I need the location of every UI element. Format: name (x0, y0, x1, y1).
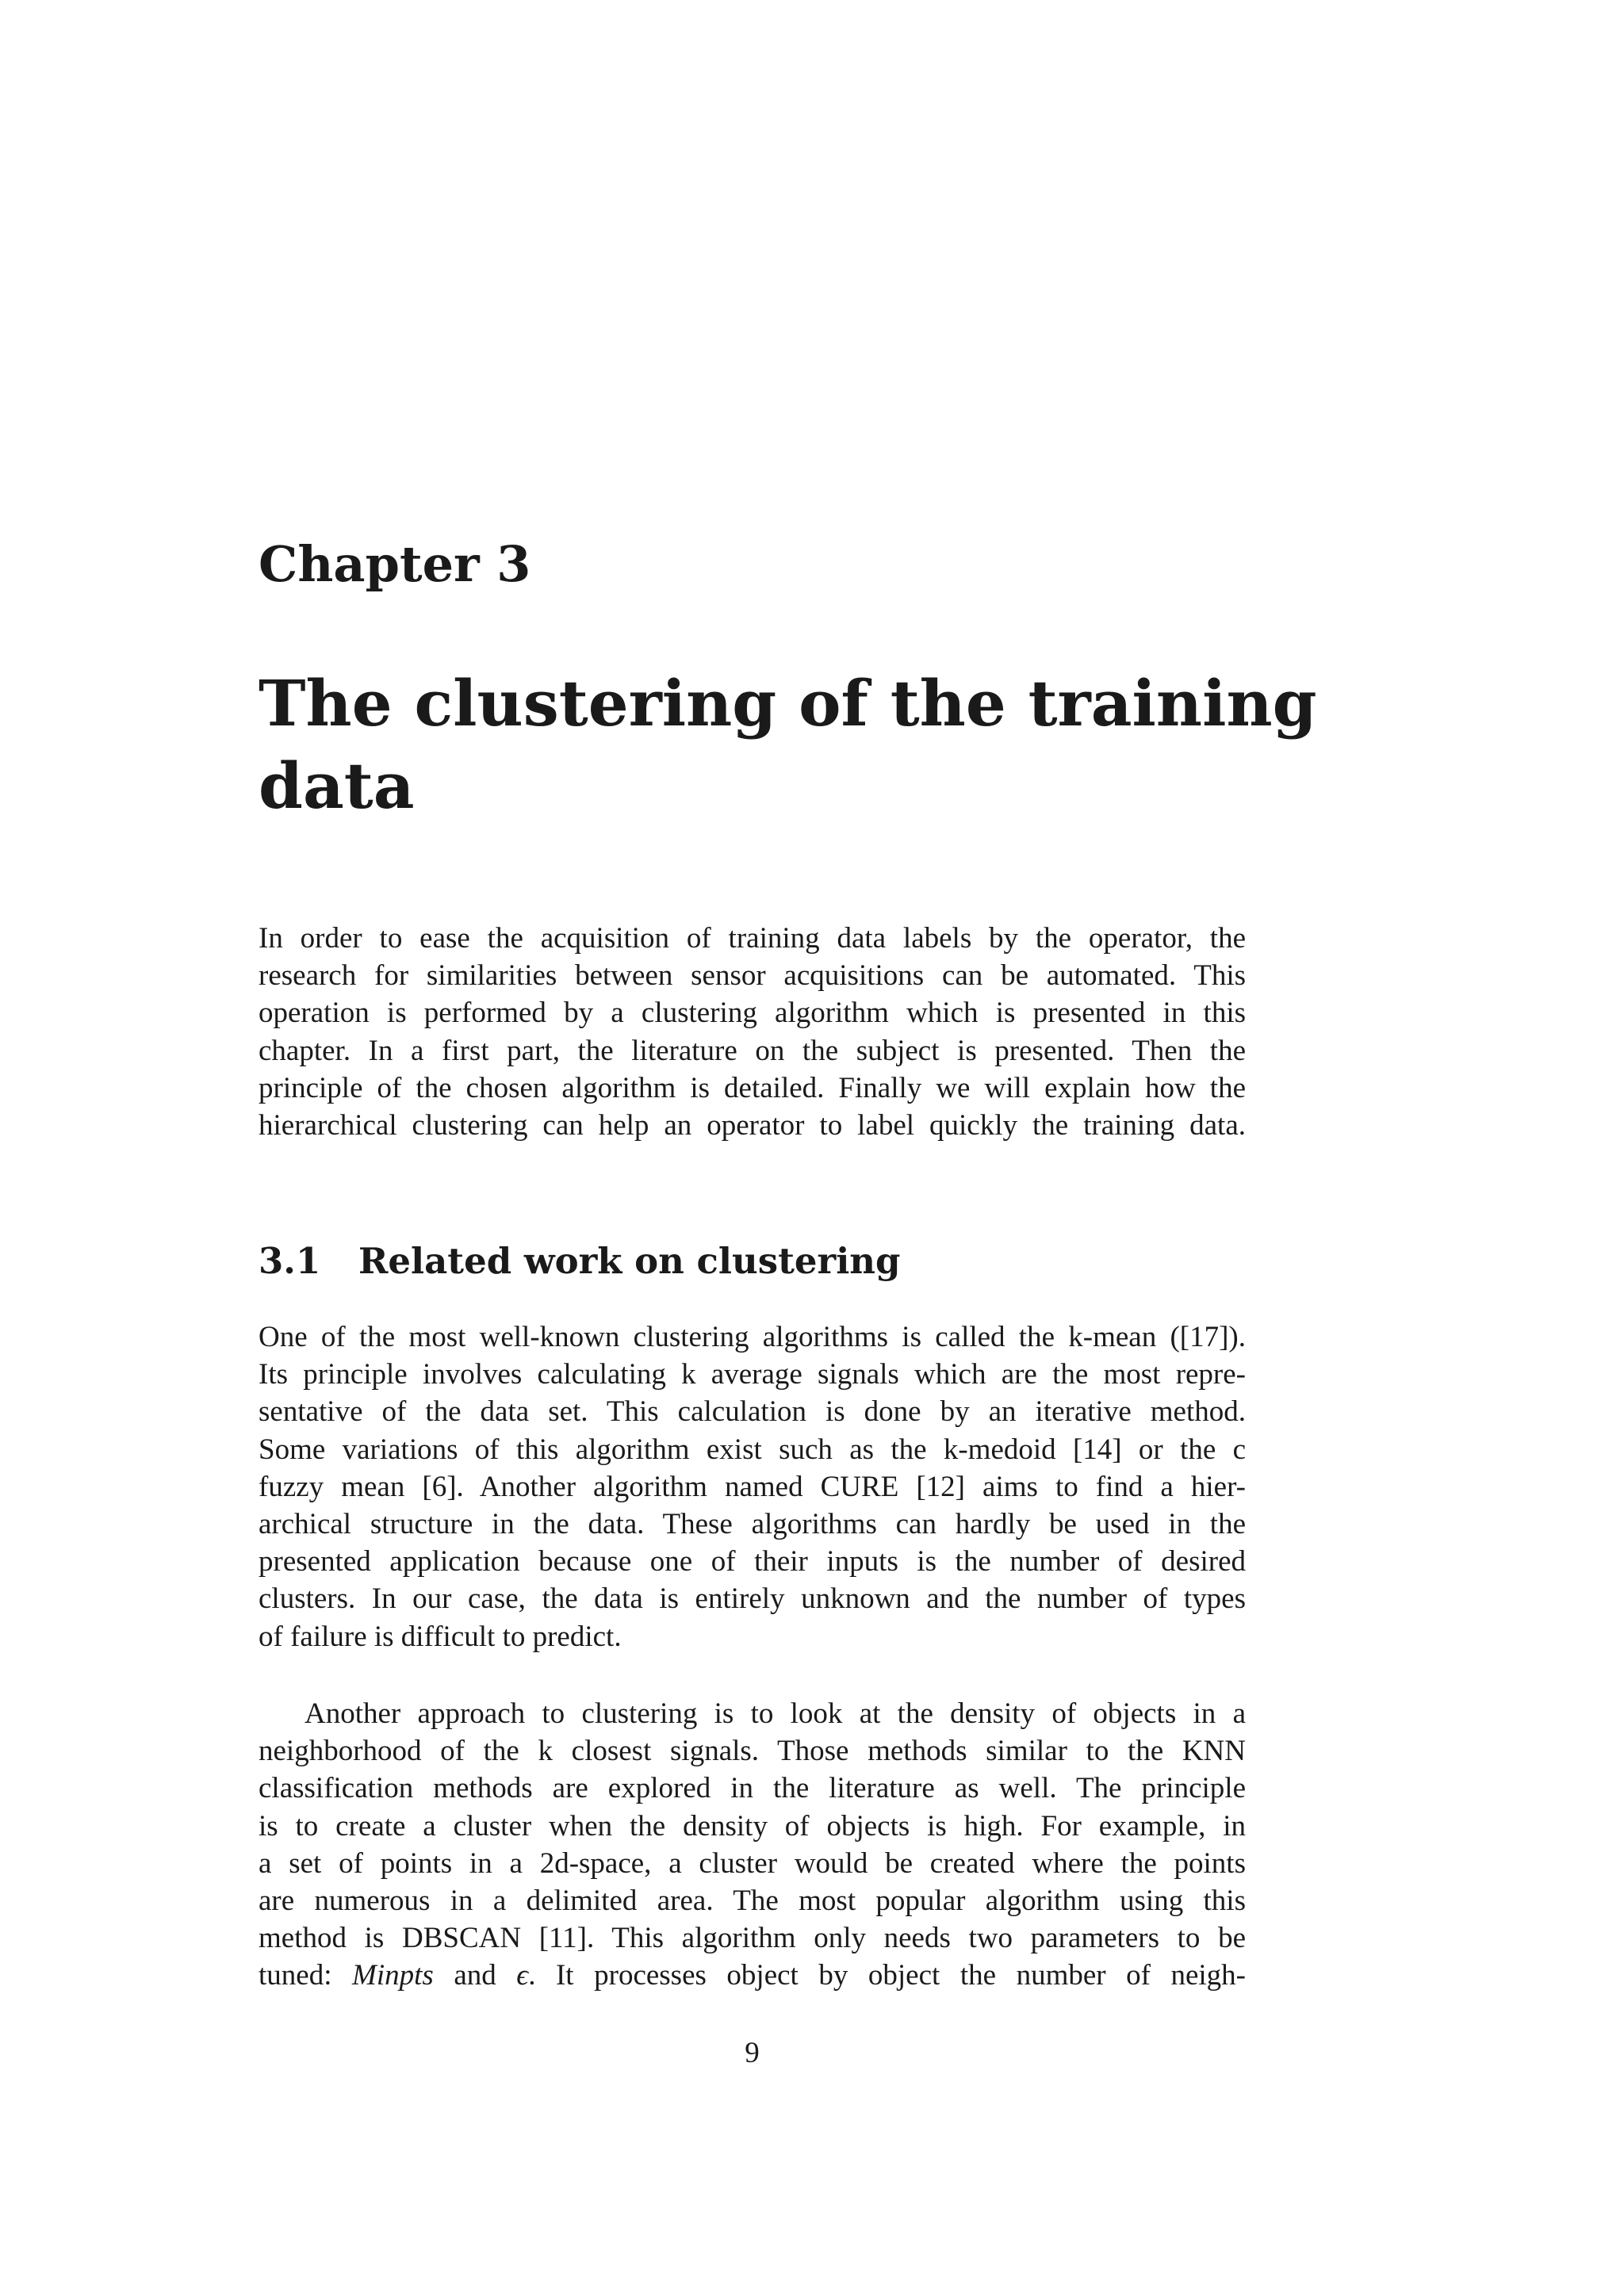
text-line: Its principle involves calculating k average signals which are the most repre- (259, 1358, 1246, 1391)
text-line: principle of the chosen algorithm is detailed. Finally we will explain how the (259, 1071, 1246, 1104)
text-line: operation is performed by a clustering algorithm which is presented in this (259, 997, 1246, 1030)
section-title: Related work on clustering (358, 1240, 901, 1282)
text-line: fuzzy mean [6]. Another algorithm named CURE [12] aims to find a hier- (259, 1470, 1246, 1503)
chapter-title (259, 662, 1317, 827)
text-line: clusters. In our case, the data is entirely unknown and the number of types (259, 1582, 1246, 1616)
section-paragraph-2 (259, 1695, 1246, 1995)
text-line: are numerous in a delimited area. The most popular algorithm using this (259, 1885, 1246, 1918)
document-page (259, 0, 1317, 2296)
text-line: Some variations of this algorithm exist such as the k-medoid [14] or the c (259, 1433, 1246, 1466)
text-line: sentative of the data set. This calculation is done by an iterative method. (259, 1395, 1246, 1429)
text-fragment: . It processes object by object the number of neigh- (528, 1959, 1246, 1992)
chapter-label: Chapter 3 (259, 535, 531, 593)
text-line: is to create a cluster when the density of objects is high. For example, in (259, 1809, 1246, 1843)
text-fragment: tuned: (259, 1959, 353, 1992)
text-line: neighborhood of the k closest signals. Those methods similar to the KNN (259, 1735, 1246, 1768)
section-number: 3.1 (259, 1240, 321, 1282)
text-line: Another approach to clustering is to look at the density of objects in a (304, 1697, 1246, 1730)
chapter-title-line: data (259, 748, 415, 823)
math-minpts: Minpts (352, 1959, 434, 1992)
text-line: One of the most well-known clustering algorithms is called the k-mean ([17]). (259, 1321, 1246, 1353)
chapter-title-line: The clustering of the training (259, 666, 1317, 740)
section-heading (259, 1238, 1246, 1285)
text-line: of failure is difficult to predict. (259, 1620, 622, 1653)
text-line: archical structure in the data. These algorithms can hardly be used in the (259, 1508, 1246, 1541)
section-paragraph-1 (259, 1318, 1246, 1655)
math-epsilon: ϵ (516, 1959, 529, 1992)
text-line: hierarchical clustering can help an operator to label quickly the training data. (259, 1109, 1246, 1142)
page-number: 9 (745, 2037, 760, 2069)
text-line: method is DBSCAN [11]. This algorithm only needs two parameters to be (259, 1922, 1246, 1955)
text-fragment: and (433, 1959, 517, 1992)
text-line-with-math (259, 1957, 1246, 1994)
text-line: presented application because one of their inputs is the number of desired (259, 1545, 1246, 1578)
text-line: research for similarities between sensor acquisitions can be automated. This (259, 959, 1246, 993)
text-line: a set of points in a 2d-space, a cluster would be created where the points (259, 1846, 1246, 1880)
intro-paragraph (259, 920, 1246, 1144)
text-line: classification methods are explored in the literature as well. The principle (259, 1772, 1246, 1805)
text-line: chapter. In a first part, the literature on the subject is presented. Then the (259, 1034, 1246, 1067)
text-line: In order to ease the acquisition of training data labels by the operator, the (259, 922, 1246, 955)
